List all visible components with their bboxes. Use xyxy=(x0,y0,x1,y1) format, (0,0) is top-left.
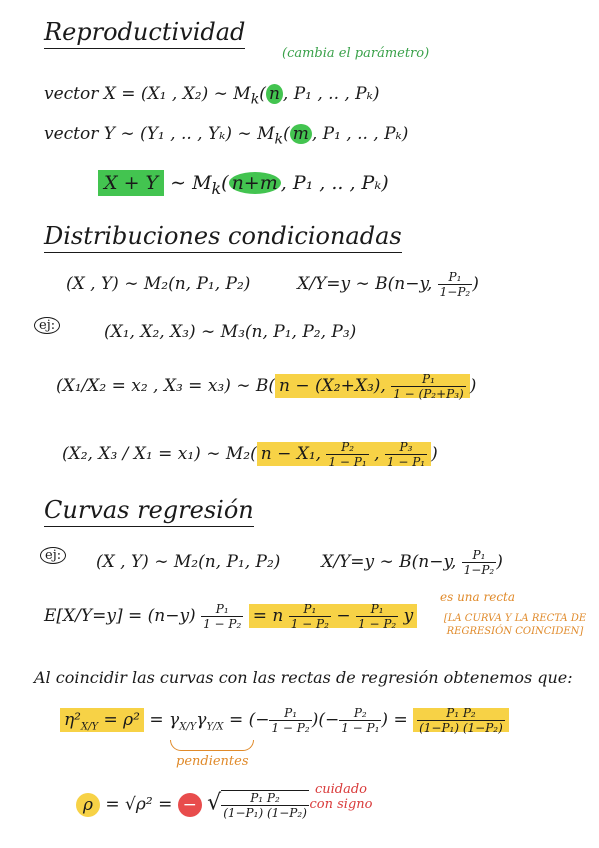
fraction: $\frac{\text{P₁}}{\text{1 − P₂}}$ xyxy=(203,602,242,631)
joint-dist: (X , Y) ∼ M₂(n, P₁, P₂) xyxy=(66,274,251,294)
cond-line-2: (X₁, X₂, X₃) ∼ M₃(n, P₁, P₂, P₃) xyxy=(104,322,357,342)
param-n-highlight: n xyxy=(266,84,283,104)
params-rest: , P₁ , .. , Pₖ) xyxy=(282,84,380,104)
joint-dist: (X , Y) ∼ M₂(n, P₁, P₂) xyxy=(96,552,281,572)
rho-highlight: ρ xyxy=(76,793,100,817)
params-rest: , P₁ , .. , Pₖ) xyxy=(280,172,389,194)
sub-k: k xyxy=(274,131,284,148)
note-es-una-recta: es una recta xyxy=(440,590,516,604)
param-m-highlight: m xyxy=(290,124,312,144)
highlight-n-minus: n − (X₂+X₃), $\frac{\text{P₁}}{\text{1 − (P₂+P₃)}}$ xyxy=(275,374,470,398)
cond-expr: (X₁/X₂ = x₂ , X₃ = x₃) ∼ B( xyxy=(56,376,276,396)
params-rest: , P₁ , .. , Pₖ) xyxy=(311,124,409,144)
param-nm-highlight: n+m xyxy=(229,172,281,194)
sum-line: X + Y ∼ $M_k$( n+m , P₁ , .. , Pₖ) xyxy=(98,172,389,198)
fraction: $\frac{\text{P₁ P₂}}{\text{(1−P₁) (1−P₂)}}$ xyxy=(223,791,307,820)
vector-x-text: vector X = (X₁ , X₂) ∼ M xyxy=(44,84,251,104)
expectation-expr: E[X/Y=y] = (n−y) xyxy=(44,606,196,626)
section-title-distribuciones: Distribuciones condicionadas xyxy=(44,222,402,250)
pendientes-label: pendientes xyxy=(176,754,249,769)
highlight-n-minus-x1: n − X₁, $\frac{\text{P₂}}{\text{1 − P₁}}$ , $\frac{\text{P₃}}{\text{1 − P₁}}$ xyxy=(257,442,431,466)
minus-sign-highlight: − xyxy=(178,793,202,817)
rho-line: ρ = √ρ² = − √ $\frac{\text{P₁ P₂}}{\text{(1−P₁) (1−P₂)}}$ xyxy=(76,790,309,820)
sum-dist: ∼ M xyxy=(164,172,212,194)
example-marker: ej: xyxy=(34,314,60,334)
vector-y-line xyxy=(44,124,408,147)
example-marker: ej: xyxy=(40,544,66,564)
note-coinciden: [LA CURVA Y LA RECTA DE REGRESIÓN COINCIDEN] xyxy=(443,613,587,637)
vector-y-text: vector Y ∼ (Y₁ , .. , Yₖ) ∼ M xyxy=(44,124,275,144)
section-title-curvas: Curvas regresión xyxy=(44,496,254,524)
rho-eq: = √ρ² = xyxy=(105,794,173,815)
cond-dist: X/Y=y ∼ B(n−y, xyxy=(297,274,433,294)
conclusion-sentence: Al coincidir las curvas con las rectas de regresión obtenemos que: xyxy=(34,668,573,687)
sub-k: k xyxy=(250,91,260,108)
cond-dist: X/Y=y ∼ B(n−y, xyxy=(321,552,457,572)
cond-line-4: (X₂, X₃ / X₁ = x₁) ∼ M₂( n − X₁, $\frac{\text{P₂}}{\text{1 − P₁}}$ , $\frac{\text{P₃}}{\text{1 − P₁}}$ ) xyxy=(62,440,438,469)
gamma-expr: = γ xyxy=(149,710,180,730)
section-title-reproductividad: Reproductividad xyxy=(44,18,245,46)
vector-x-line xyxy=(44,84,379,107)
fraction: $\frac{\text{P₁}}{\text{1−P₂}}$ xyxy=(463,548,495,577)
x-plus-y-highlight: X + Y xyxy=(98,170,164,196)
eta-line: $\eta^2_{X/Y} = \rho^2 = \gamma_{X/Y}\gamma_{Y/X}$ = (− $\frac{\text{P₁}}{\text{1 − P₂}}$ )(− $\frac{\text{P₂}}{\text{1 − P₁}}$ ) = $\frac{\text{P₁ P₂}}{\text{(1−P₁) (1−P₂)}}$ xyxy=(60,706,509,735)
cond-line-3: (X₁/X₂ = x₂ , X₃ = x₃) ∼ B( n − (X₂+X₃), $\frac{\text{P₁}}{\text{1 − (P₂+P₃)}}$ ) xyxy=(56,372,477,401)
cond-expr: (X₂, X₃ / X₁ = x₁) ∼ M₂( xyxy=(62,444,257,464)
fraction: $\frac{\text{P₁}}{\text{1−P₂}}$ xyxy=(439,270,471,299)
pendientes-brace xyxy=(170,740,254,751)
product-highlight: $\frac{\text{P₁ P₂}}{\text{(1−P₁) (1−P₂)}}$ xyxy=(413,708,509,732)
note-cambia-parametro: (cambia el parámetro) xyxy=(282,46,430,61)
eta-highlight: $\eta^2_{X/Y} = \rho^2$ xyxy=(60,708,144,732)
sub-k: k xyxy=(211,178,222,198)
note-cuidado-con-signo: cuidado con signo xyxy=(309,782,373,812)
cond-line-1: (X , Y) ∼ M₂(n, P₁, P₂) X/Y=y ∼ B(n−y, $\frac{\text{P₁}}{\text{1−P₂}}$ ) xyxy=(66,270,479,299)
regression-dist-line: (X , Y) ∼ M₂(n, P₁, P₂) X/Y=y ∼ B(n−y, $\frac{\text{P₁}}{\text{1−P₂}}$ ) xyxy=(96,548,503,577)
expectation-line xyxy=(44,602,417,631)
paren: ( xyxy=(283,124,290,144)
paren: ( xyxy=(259,84,266,104)
linear-form-highlight: = n $\frac{\text{P₁}}{\text{1 − P₂}}$ − $\frac{\text{P₁}}{\text{1 − P₂}}$ y xyxy=(249,604,418,628)
